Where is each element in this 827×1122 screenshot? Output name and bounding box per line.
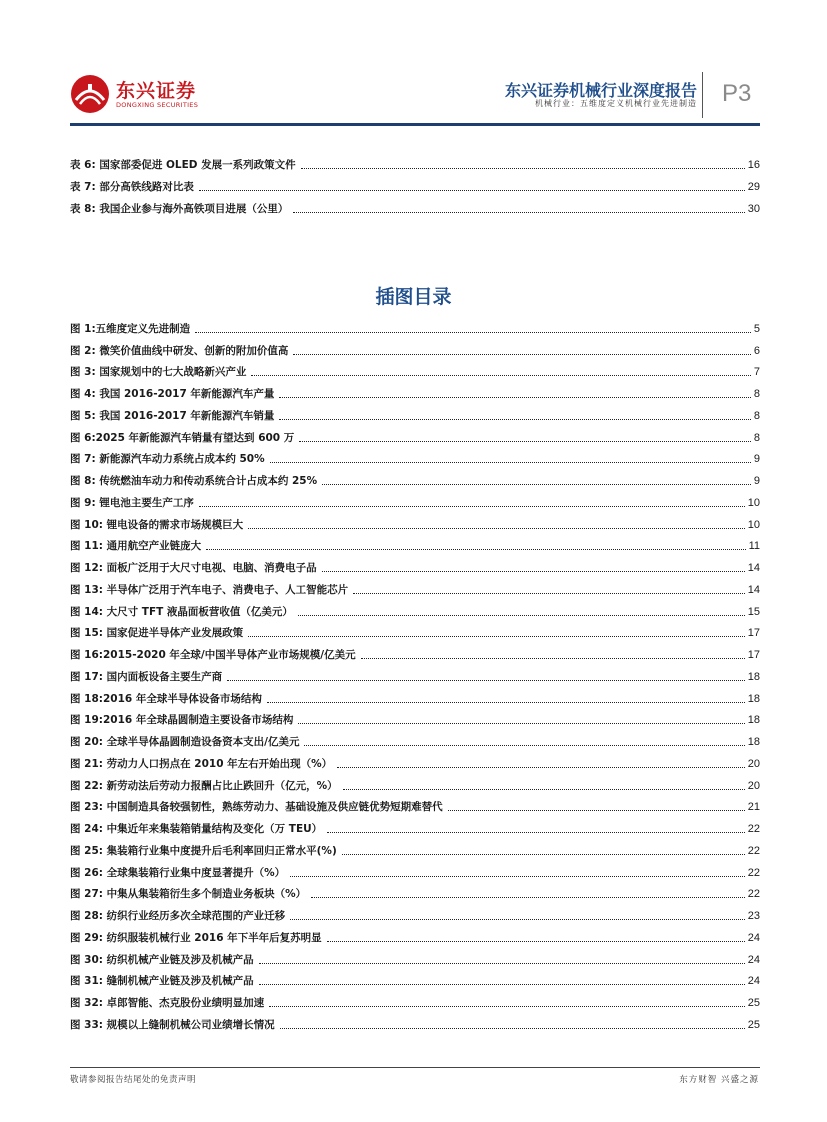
toc-entry-page: 23: [747, 910, 760, 922]
toc-entry-figure[interactable]: [70, 749, 760, 771]
toc-entry-page: 22: [747, 866, 760, 879]
toc-entry-label: 图 12: 面板广泛用于大尺寸电视、电脑、消费电子品: [70, 562, 317, 574]
toc-entry-figure[interactable]: [70, 358, 760, 380]
dot-leader: [270, 461, 751, 463]
toc-entry-label: 图 20: 全球半导体晶圆制造设备资本支出/亿美元: [70, 736, 300, 748]
dot-leader: [304, 744, 744, 746]
toc-entry-page: 24: [747, 931, 760, 944]
toc-entry-label: 表 8: 我国企业参与海外高铁项目进展（公里）: [70, 203, 289, 215]
dot-leader: [342, 853, 745, 855]
toc-entry-label: 图 7: 新能源汽车动力系统占成本约 50%: [70, 453, 265, 466]
toc-entry-figure[interactable]: [70, 423, 760, 445]
toc-entry-label: 图 32: 卓郎智能、杰克股份业绩明显加速: [70, 997, 265, 1009]
toc-entry-page: 8: [753, 431, 760, 444]
toc-entry-label: 图 13: 半导体广泛用于汽车电子、消费电子、人工智能芯片: [70, 583, 349, 596]
logo-text-en: DONGXING SECURITIES: [116, 101, 199, 109]
toc-entry-figure[interactable]: [70, 814, 760, 836]
toc-entry-page: 24: [747, 953, 760, 966]
toc-entry-page: 22: [747, 888, 760, 901]
header-divider: [702, 72, 703, 118]
footer-disclaimer: 敬请参阅报告结尾处的免责声明: [70, 1075, 197, 1085]
dot-leader: [293, 211, 744, 213]
toc-entry-figure[interactable]: [70, 1010, 760, 1032]
toc-entry-figure[interactable]: [70, 553, 760, 575]
toc-entry-figure[interactable]: [70, 793, 760, 815]
dot-leader: [248, 635, 745, 637]
toc-entry-page: 17: [747, 649, 760, 661]
toc-entry-page: 25: [747, 997, 760, 1009]
dot-leader: [269, 1005, 745, 1007]
toc-entry-figure[interactable]: [70, 336, 760, 358]
toc-entry-figure[interactable]: [70, 488, 760, 510]
toc-entry-page: 9: [753, 453, 760, 466]
dot-leader: [361, 657, 745, 659]
toc-entry-figure[interactable]: [70, 619, 760, 641]
dot-leader: [279, 396, 750, 398]
toc-entry-label: 图 24: 中集近年来集装箱销量结构及变化（万 TEU）: [70, 823, 323, 835]
toc-entry-table[interactable]: [70, 172, 760, 194]
dot-leader: [301, 167, 745, 169]
toc-entry-label: 图 21: 劳动力人口拐点在 2010 年左右开始出现（%）: [70, 757, 333, 770]
dot-leader: [251, 374, 751, 376]
toc-entry-label: 图 23: 中国制造具备较强韧性，熟练劳动力、基础设施及供应链优势短期难替代: [70, 801, 443, 814]
toc-entry-label: 图 16:2015-2020 年全球/中国半导体产业市场规模/亿美元: [70, 649, 356, 661]
toc-entry-label: 图 15: 国家促进半导体产业发展政策: [70, 627, 244, 640]
toc-entry-page: 18: [747, 670, 760, 683]
toc-entry-page: 8: [753, 388, 760, 400]
toc-entry-figure[interactable]: [70, 771, 760, 793]
dot-leader: [322, 570, 745, 572]
dot-leader: [227, 679, 745, 681]
toc-entry-page: 24: [747, 975, 760, 988]
toc-entry-label: 图 8: 传统燃油车动力和传动系统合计占成本约 25%: [70, 475, 318, 487]
toc-entry-page: 20: [747, 757, 760, 770]
dot-leader: [311, 896, 745, 898]
dot-leader: [267, 701, 745, 703]
toc-entry-page: 15: [747, 605, 760, 618]
logo-text-cn: 东兴证券: [116, 80, 197, 102]
dot-leader: [322, 483, 751, 485]
toc-entry-page: 30: [747, 203, 760, 215]
toc-entry-label: 图 25: 集装箱行业集中度提升后毛利率回归正常水平(%): [70, 844, 337, 857]
dot-leader: [290, 875, 745, 877]
toc-entry-label: 图 5: 我国 2016-2017 年新能源汽车销量: [70, 409, 275, 422]
toc-entry-label: 图 19:2016 年全球晶圆制造主要设备市场结构: [70, 714, 294, 727]
toc-entry-figure[interactable]: [70, 836, 760, 858]
toc-entry-page: 6: [753, 344, 760, 357]
toc-entry-label: 图 11: 通用航空产业链庞大: [70, 540, 202, 553]
toc-entry-label: 图 26: 全球集装箱行业集中度显著提升（%）: [70, 866, 286, 879]
footer-slogan: 东方财智 兴盛之源: [679, 1075, 759, 1085]
toc-entry-figure[interactable]: [70, 706, 760, 728]
toc-entry-figure[interactable]: [70, 945, 760, 967]
toc-entry-label: 图 22: 新劳动法后劳动力报酬占比止跌回升（亿元，%）: [70, 779, 338, 792]
toc-entry-label: 图 17: 国内面板设备主要生产商: [70, 670, 223, 683]
table-list: [70, 150, 760, 216]
toc-entry-figure[interactable]: [70, 967, 760, 989]
toc-entry-figure[interactable]: [70, 858, 760, 880]
toc-entry-label: 表 6: 国家部委促进 OLED 发展一系列政策文件: [70, 159, 296, 171]
figure-list: [70, 314, 760, 1032]
report-title: 东兴证券机械行业深度报告: [504, 81, 697, 100]
toc-entry-page: 29: [747, 181, 760, 193]
toc-entry-label: 图 28: 纺织行业经历多次全球范围的产业迁移: [70, 910, 286, 922]
toc-entry-figure[interactable]: [70, 532, 760, 554]
report-subtitle: 机械行业：五维度定义机械行业先进制造: [535, 99, 697, 108]
toc-entry-page: 11: [748, 540, 760, 553]
dot-leader: [259, 962, 745, 964]
dot-leader: [298, 614, 745, 616]
toc-entry-figure[interactable]: [70, 988, 760, 1010]
toc-entry-page: 21: [747, 801, 760, 814]
toc-entry-figure[interactable]: [70, 901, 760, 923]
header-rule: [70, 123, 760, 126]
page-number: P3: [722, 80, 752, 107]
toc-entry-page: 14: [747, 583, 760, 596]
dot-leader: [199, 189, 745, 191]
toc-entry-label: 图 18:2016 年全球半导体设备市场结构: [70, 692, 262, 705]
toc-entry-page: 14: [747, 562, 760, 574]
toc-entry-figure[interactable]: [70, 923, 760, 945]
toc-entry-label: 图 4: 我国 2016-2017 年新能源汽车产量: [70, 388, 275, 400]
toc-entry-figure[interactable]: [70, 401, 760, 423]
dot-leader: [206, 548, 745, 550]
toc-entry-table[interactable]: [70, 150, 760, 172]
dot-leader: [337, 766, 745, 768]
toc-entry-figure[interactable]: [70, 640, 760, 662]
toc-entry-figure[interactable]: [70, 510, 760, 532]
toc-entry-figure[interactable]: [70, 466, 760, 488]
toc-entry-page: 22: [747, 823, 760, 835]
toc-entry-page: 7: [753, 366, 760, 379]
dot-leader: [279, 418, 750, 420]
dot-leader: [327, 940, 745, 942]
toc-entry-label: 图 14: 大尺寸 TFT 液晶面板营收值（亿美元）: [70, 605, 293, 618]
dot-leader: [353, 592, 745, 594]
dot-leader: [293, 353, 751, 355]
toc-entry-page: 10: [747, 496, 760, 509]
toc-entry-label: 图 2: 微笑价值曲线中研发、创新的附加价值高: [70, 344, 289, 357]
toc-entry-figure[interactable]: [70, 597, 760, 619]
toc-entry-page: 18: [747, 692, 760, 705]
figures-section-title: 插图目录: [375, 286, 452, 308]
toc-entry-label: 图 3: 国家规划中的七大战略新兴产业: [70, 366, 247, 379]
toc-entry-figure[interactable]: [70, 727, 760, 749]
toc-entry-page: 16: [747, 159, 760, 171]
toc-entry-page: 22: [747, 844, 760, 857]
toc-entry-page: 17: [747, 627, 760, 640]
toc-entry-page: 25: [747, 1018, 760, 1031]
toc-entry-figure[interactable]: [70, 314, 760, 336]
dot-leader: [298, 722, 744, 724]
dot-leader: [199, 505, 745, 507]
toc-entry-label: 图 27: 中集从集装箱衍生多个制造业务板块（%）: [70, 888, 307, 901]
toc-entry-page: 9: [753, 475, 760, 487]
dot-leader: [299, 440, 751, 442]
toc-entry-label: 图 9: 锂电池主要生产工序: [70, 496, 194, 509]
toc-entry-page: 5: [753, 322, 760, 335]
toc-entry-label: 图 31: 缝制机械产业链及涉及机械产品: [70, 975, 254, 988]
toc-entry-figure[interactable]: [70, 880, 760, 902]
footer-rule: [70, 1067, 760, 1068]
dot-leader: [290, 918, 745, 920]
dot-leader: [448, 809, 745, 811]
toc-entry-figure[interactable]: [70, 662, 760, 684]
toc-entry-page: 20: [747, 779, 760, 792]
toc-entry-figure[interactable]: [70, 379, 760, 401]
toc-entry-label: 表 7: 部分高铁线路对比表: [70, 181, 194, 193]
toc-entry-label: 图 6:2025 年新能源汽车销量有望达到 600 万: [70, 431, 295, 444]
toc-entry-page: 8: [753, 409, 760, 422]
toc-entry-label: 图 29: 纺织服装机械行业 2016 年下半年后复苏明显: [70, 931, 322, 944]
toc-entry-label: 图 33: 规模以上缝制机械公司业绩增长情况: [70, 1018, 275, 1031]
toc-entry-page: 10: [747, 518, 760, 531]
toc-entry-label: 图 30: 纺织机械产业链及涉及机械产品: [70, 953, 254, 966]
toc-entry-label: 图 10: 锂电设备的需求市场规模巨大: [70, 518, 244, 531]
toc-entry-figure[interactable]: [70, 684, 760, 706]
dot-leader: [327, 831, 745, 833]
toc-entry-page: 18: [747, 736, 760, 748]
toc-entry-page: 18: [747, 714, 760, 727]
dot-leader: [195, 331, 751, 333]
toc-entry-table[interactable]: [70, 194, 760, 216]
dot-leader: [259, 983, 745, 985]
dot-leader: [343, 788, 745, 790]
toc-entry-figure[interactable]: [70, 445, 760, 467]
dot-leader: [280, 1027, 745, 1029]
dongxing-logo-icon: [70, 74, 110, 114]
page-header: [0, 0, 827, 130]
toc-entry-figure[interactable]: [70, 575, 760, 597]
toc-entry-label: 图 1:五维度定义先进制造: [70, 322, 191, 335]
dot-leader: [248, 527, 745, 529]
